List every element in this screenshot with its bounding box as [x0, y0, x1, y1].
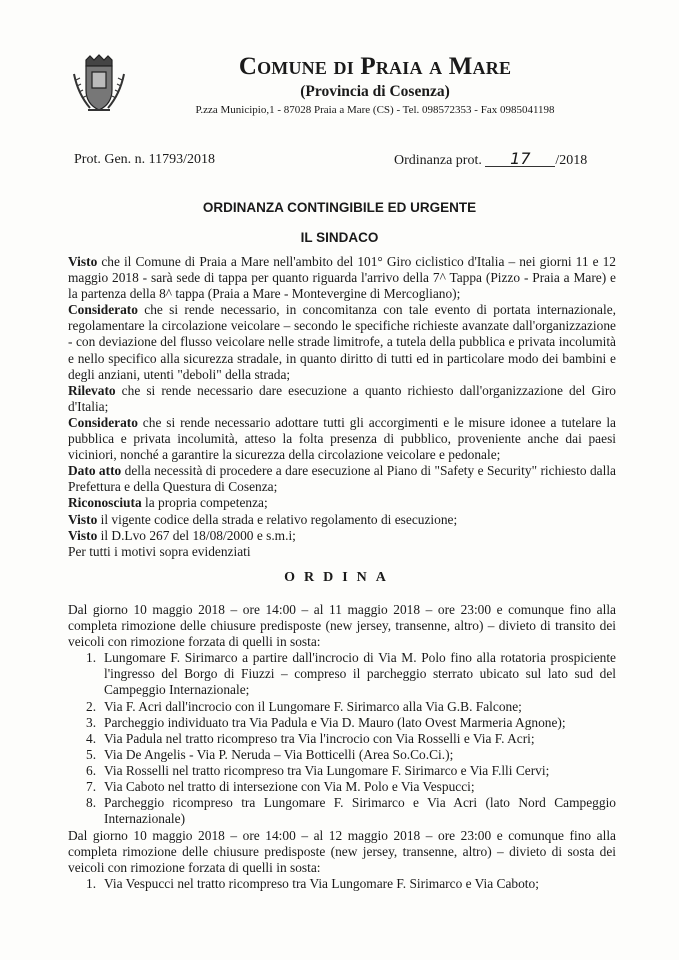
ordinance-heading: ORDINANZA CONTINGIBILE ED URGENTE [202, 200, 477, 215]
list-item: 8. Parcheggio ricompreso tra Lungomare F. Sirimarco e Via Acri (lato Nord Campeggio Internazionale) [86, 795, 616, 827]
consideration-paragraph: Visto che il Comune di Praia a Mare nell'ambito del 101° Giro ciclistico d'Italia – nei giorni 11 e 12 maggio 2018 - sarà sede di tappa per quanto riguarda l'arrivo della 7^ Tappa (Pizzo - Praia a Mare) e la partenza della 8^ tappa (Praia a Mare - Montevergine di Mercogliano); [68, 254, 616, 302]
consideration-paragraph: Dato atto della necessità di procedere a dare esecuzione al Piano di "Safety e Security" richiesto dalla Prefettura e della Questura di Cosenza; [68, 463, 616, 495]
considerations-block [68, 254, 616, 560]
consideration-paragraph: Riconosciuta la propria competenza; [68, 495, 268, 511]
list-item: 4. Via Padula nel tratto ricompreso tra Via l'incrocio con Via Rosselli e Via F. Acri; [86, 730, 535, 746]
consideration-paragraph: Visto il D.Lvo 267 del 18/08/2000 e s.m.i; [68, 527, 296, 543]
list-item: 1. Lungomare F. Sirimarco a partire dall'incrocio di Via M. Polo fino alla rotatoria prospiciente l'ingresso del Borgo di Fiuzzi – compreso il parcheggio sterrato ubicato sul lato sud del Campeggio Internazionale; [86, 650, 616, 698]
list-item: 3. Parcheggio individuato tra Via Padula e Via D. Mauro (lato Ovest Marmeria Agnone); [86, 714, 566, 730]
general-protocol: Prot. Gen. n. 11793/2018 [74, 152, 216, 167]
list-item: 6. Via Rosselli nel tratto ricompreso tra Via Lungomare F. Sirimarco e Via F.lli Cervi; [86, 762, 550, 778]
order-intro: Dal giorno 10 maggio 2018 – ore 14:00 – al 12 maggio 2018 – ore 23:00 e comunque fino alla completa rimozione delle chiusure predisposte (new jersey, transenne, altro) – divieto di sosta dei veicoli con rimozione forzata di quelli in sosta: [68, 828, 616, 876]
ordina-heading: ORDINA [284, 570, 395, 585]
municipality-address: P.zza Municipio,1 - 87028 Praia a Mare (CS) - Tel. 098572353 - Fax 0985041198 [195, 104, 555, 116]
order-list [68, 650, 616, 827]
order-list [68, 876, 616, 892]
list-item: 1. Via Vespucci nel tratto ricompreso tra Via Lungomare F. Sirimarco e Via Caboto; [86, 876, 539, 892]
authority-heading: IL SINDACO [300, 230, 379, 245]
consideration-paragraph: Considerato che si rende necessario adottare tutti gli accorgimenti e le misure idonee a tutelare la pubblica e privata incolumità, atteso la folta presenza di pubblico, proveniente anche dai paesi viciniori, nonché a garantire la sicurezza della circolazione veicolare e pedonale; [68, 414, 616, 463]
ordinance-protocol [394, 149, 588, 169]
ordinance-protocol-prefix: Ordinanza prot. [394, 153, 482, 168]
order-section-1 [68, 602, 616, 827]
order-intro: Dal giorno 10 maggio 2018 – ore 14:00 – al 11 maggio 2018 – ore 23:00 e comunque fino alla completa rimozione delle chiusure predisposte (new jersey, transenne, altro) – divieto di transito dei veicoli con rimozione forzata di quelli in sosta: [68, 602, 616, 650]
consideration-paragraph: Per tutti i motivi sopra evidenziati [68, 543, 251, 559]
province-subtitle: (Provincia di Cosenza) [300, 83, 450, 100]
consideration-paragraph: Rilevato che si rende necessario dare esecuzione a quanto richiesto dall'organizzazione del Giro d'Italia; [68, 382, 616, 414]
list-item: 7. Via Caboto nel tratto di intersezione con Via M. Polo e Via Vespucci; [86, 779, 475, 795]
order-section-2 [68, 828, 616, 892]
list-item: 5. Via De Angelis - Via P. Neruda – Via Botticelli (Area So.Co.Ci.); [86, 746, 454, 762]
municipality-title: Comune di Praia a Mare [238, 53, 512, 80]
consideration-paragraph: Visto il vigente codice della strada e relativo regolamento di esecuzione; [68, 511, 458, 527]
ordinance-protocol-number: 17 [485, 152, 555, 167]
consideration-paragraph: Considerato che si rende necessario, in concomitanza con tale evento di portata internazionale, regolamentare la circolazione veicolare – secondo le specifiche richieste avanzate dall'organizzazione - con deviazione del flusso veicolare nelle strade limitrofe, a tutela della pubblica e privata incolumità e nello specifico alla sicurezza stradale, in quanto diritto di tutti ed in particolare modo dei bambini e degli anziani, utenti "deboli" della strada; [68, 302, 616, 382]
list-item: 2. Via F. Acri dall'incrocio con il Lungomare F. Sirimarco alla Via G.B. Falcone; [86, 698, 522, 714]
coat-of-arms-icon [68, 54, 130, 116]
ordinance-protocol-suffix: /2018 [555, 153, 588, 168]
